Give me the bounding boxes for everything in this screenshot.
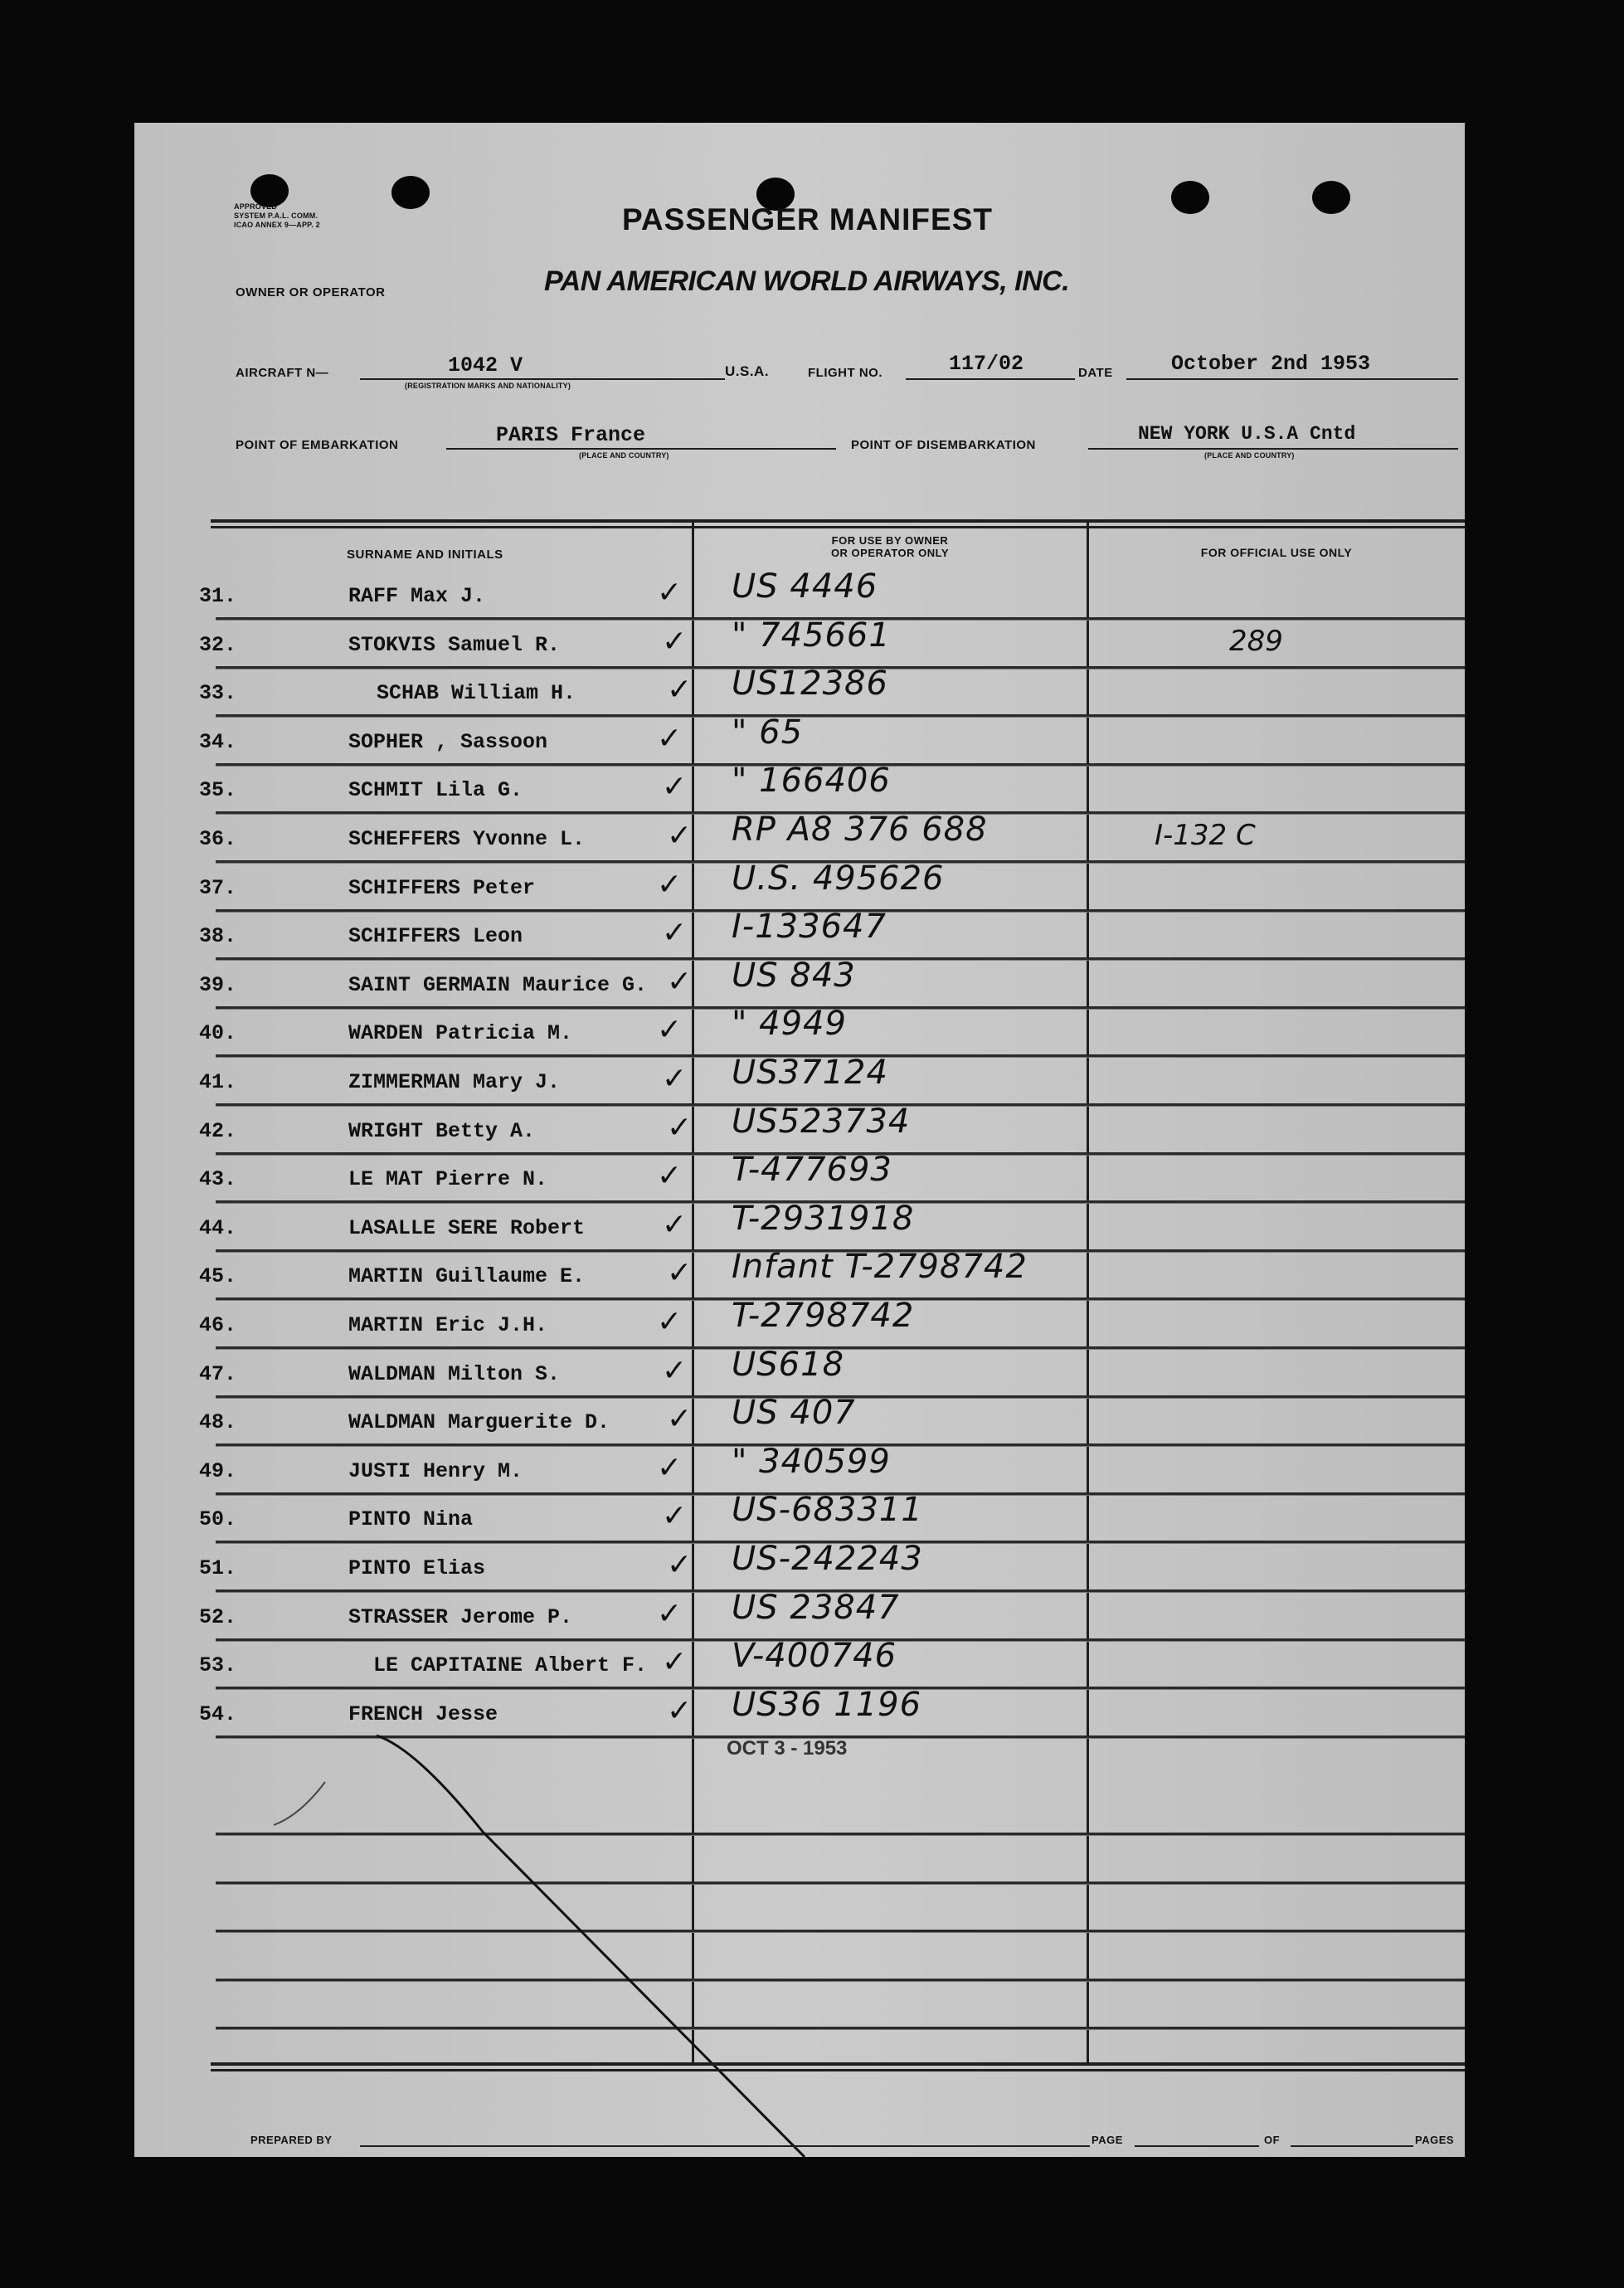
approval-line: SYSTEM P.A.L. COMM. — [234, 212, 318, 220]
aircraft-caption: (REGISTRATION MARKS AND NATIONALITY) — [405, 382, 571, 390]
check-mark: ✓ — [657, 1596, 683, 1631]
document-number: T-477693 — [732, 1151, 892, 1190]
row-number: 54. — [199, 1701, 237, 1726]
embarkation-label: POINT OF EMBARKATION — [236, 438, 399, 452]
date-value: October 2nd 1953 — [1171, 352, 1371, 376]
row-number: 44. — [199, 1215, 237, 1240]
check-mark: ✓ — [662, 1062, 688, 1096]
passenger-name: SCHEFFERS Yvonne L. — [348, 827, 586, 851]
column-header-surname: SURNAME AND INITIALS — [347, 548, 503, 562]
passenger-name: MARTIN Guillaume E. — [348, 1264, 586, 1289]
passenger-name: PINTO Elias — [348, 1556, 486, 1580]
document-number: US523734 — [732, 1102, 911, 1141]
check-mark: ✓ — [662, 1645, 688, 1680]
date-label: DATE — [1078, 366, 1113, 380]
check-mark: ✓ — [657, 867, 683, 902]
passenger-name: SCHMIT Lila G. — [348, 778, 523, 803]
document-number: " 745661 — [732, 616, 891, 655]
document-number: T-2931918 — [732, 1199, 915, 1238]
check-mark: ✓ — [657, 1159, 683, 1194]
row-number: 47. — [199, 1361, 237, 1386]
check-mark: ✓ — [667, 819, 693, 853]
flight-value: 117/02 — [949, 352, 1024, 376]
check-mark: ✓ — [662, 1207, 688, 1242]
row-number: 50. — [199, 1507, 237, 1532]
check-mark: ✓ — [667, 1110, 693, 1145]
row-number: 46. — [199, 1313, 237, 1337]
document-number: US-242243 — [732, 1540, 923, 1578]
row-number: 51. — [199, 1556, 237, 1580]
row-number: 48. — [199, 1410, 237, 1435]
passenger-name: SCHIFFERS Peter — [348, 875, 536, 900]
passenger-name: FRENCH Jesse — [348, 1701, 498, 1726]
document-number: US12386 — [732, 664, 888, 703]
document-number: T-2798742 — [732, 1297, 915, 1335]
check-mark: ✓ — [667, 1256, 693, 1291]
check-mark: ✓ — [657, 1450, 683, 1485]
row-number: 39. — [199, 972, 237, 997]
embarkation-caption: (PLACE AND COUNTRY) — [579, 451, 669, 460]
row-number: 38. — [199, 924, 237, 949]
passenger-name: JUSTI Henry M. — [348, 1458, 523, 1483]
aircraft-label: AIRCRAFT N— — [236, 366, 329, 380]
table-bottom-rule — [211, 2069, 1465, 2071]
document-number: " 4949 — [732, 1005, 847, 1044]
document-number: US36 1196 — [732, 1685, 922, 1724]
table-bottom-rule — [211, 2062, 1465, 2066]
owner-use-line: FOR USE BY OWNER — [831, 534, 949, 547]
underline — [1291, 2145, 1413, 2147]
pages-label: PAGES — [1415, 2134, 1455, 2146]
row-number: 41. — [199, 1070, 237, 1094]
row-number: 52. — [199, 1604, 237, 1629]
check-mark: ✓ — [662, 1499, 688, 1534]
prepared-by-label: PREPARED BY — [250, 2134, 333, 2146]
document-number: V-400746 — [732, 1637, 897, 1676]
row-number: 42. — [199, 1118, 237, 1143]
passenger-name: LASALLE SERE Robert — [348, 1215, 586, 1240]
date-stamp: OCT 3 - 1953 — [727, 1737, 848, 1760]
owner-label: OWNER OR OPERATOR — [236, 285, 386, 299]
check-mark: ✓ — [667, 1402, 693, 1437]
check-mark: ✓ — [667, 1548, 693, 1582]
check-mark: ✓ — [662, 770, 688, 805]
approval-line: APPROVED — [234, 202, 278, 211]
page-label: PAGE — [1092, 2134, 1123, 2146]
disembarkation-value: NEW YORK U.S.A Cntd — [1138, 423, 1356, 445]
passenger-name: LE MAT Pierre N. — [348, 1167, 548, 1192]
row-number: 34. — [199, 729, 237, 754]
document-number: " 166406 — [732, 762, 891, 801]
passenger-name: WARDEN Patricia M. — [348, 1021, 573, 1046]
row-number: 49. — [199, 1458, 237, 1483]
passenger-name: SCHIFFERS Leon — [348, 924, 523, 949]
document-number: US37124 — [732, 1054, 888, 1092]
passenger-name: PINTO Nina — [348, 1507, 474, 1532]
official-entry: 289 — [1229, 624, 1283, 658]
check-mark: ✓ — [657, 1305, 683, 1339]
document-number: " 65 — [732, 713, 804, 752]
official-entry: I-132 C — [1155, 819, 1256, 852]
approval-line: ICAO ANNEX 9—APP. 2 — [234, 221, 320, 229]
passenger-name: MARTIN Eric J.H. — [348, 1313, 548, 1337]
document-number: US-683311 — [732, 1491, 923, 1530]
document-number: US 843 — [732, 956, 856, 995]
document-number: " 340599 — [732, 1442, 891, 1481]
check-mark: ✓ — [662, 624, 688, 659]
document-number: I-133647 — [732, 908, 887, 947]
row-number: 45. — [199, 1264, 237, 1289]
column-header-official-use: FOR OFFICIAL USE ONLY — [1200, 546, 1353, 559]
usa-label: U.S.A. — [725, 363, 770, 379]
document-number: US 407 — [732, 1394, 856, 1433]
passenger-name: LE CAPITAINE Albert F. — [373, 1653, 648, 1678]
check-mark: ✓ — [662, 1353, 688, 1388]
of-label: OF — [1264, 2134, 1281, 2146]
row-number: 53. — [199, 1653, 237, 1678]
document-number: Infant T-2798742 — [732, 1248, 1028, 1287]
page-title: PASSENGER MANIFEST — [622, 202, 993, 236]
check-mark: ✓ — [667, 1693, 693, 1728]
passenger-name: SOPHER , Sassoon — [348, 729, 548, 754]
passenger-name: SCHAB William H. — [377, 681, 576, 706]
row-number: 43. — [199, 1167, 237, 1192]
check-mark: ✓ — [657, 576, 683, 610]
row-number: 35. — [199, 778, 237, 803]
check-mark: ✓ — [667, 673, 693, 708]
row-number: 32. — [199, 632, 237, 657]
check-mark: ✓ — [667, 964, 693, 999]
document-number: US618 — [732, 1345, 845, 1384]
document-number: US 4446 — [732, 567, 878, 606]
row-number: 33. — [199, 681, 237, 706]
row-number: 31. — [199, 584, 237, 608]
passenger-name: WRIGHT Betty A. — [348, 1118, 536, 1143]
passenger-name: STRASSER Jerome P. — [348, 1604, 573, 1629]
flight-label: FLIGHT NO. — [808, 366, 883, 380]
check-mark: ✓ — [657, 721, 683, 756]
operator-name: PAN AMERICAN WORLD AIRWAYS, INC. — [544, 265, 1070, 297]
passenger-name: SAINT GERMAIN Maurice G. — [348, 972, 648, 997]
passenger-name: WALDMAN Marguerite D. — [348, 1410, 610, 1435]
document-number: RP A8 376 688 — [732, 811, 988, 849]
aircraft-value: 1042 V — [448, 353, 523, 377]
row-number: 36. — [199, 827, 237, 851]
disembarkation-label: POINT OF DISEMBARKATION — [851, 438, 1036, 452]
check-mark: ✓ — [657, 1013, 683, 1048]
check-mark: ✓ — [662, 916, 688, 951]
passenger-name: ZIMMERMAN Mary J. — [348, 1070, 561, 1094]
owner-use-line: OR OPERATOR ONLY — [830, 547, 950, 559]
document-number: U.S. 495626 — [732, 859, 945, 898]
embarkation-value: PARIS France — [496, 423, 646, 447]
passenger-name: RAFF Max J. — [348, 584, 486, 608]
passenger-name: STOKVIS Samuel R. — [348, 632, 561, 657]
underline — [360, 2145, 1090, 2147]
document-number: US 23847 — [732, 1588, 900, 1627]
passenger-name: WALDMAN Milton S. — [348, 1361, 561, 1386]
pen-stroke — [134, 123, 1465, 2157]
disembarkation-caption: (PLACE AND COUNTRY) — [1204, 451, 1295, 460]
row-number: 37. — [199, 875, 237, 900]
row-number: 40. — [199, 1021, 237, 1046]
manifest-sheet — [134, 123, 1465, 2157]
underline — [1135, 2145, 1259, 2147]
